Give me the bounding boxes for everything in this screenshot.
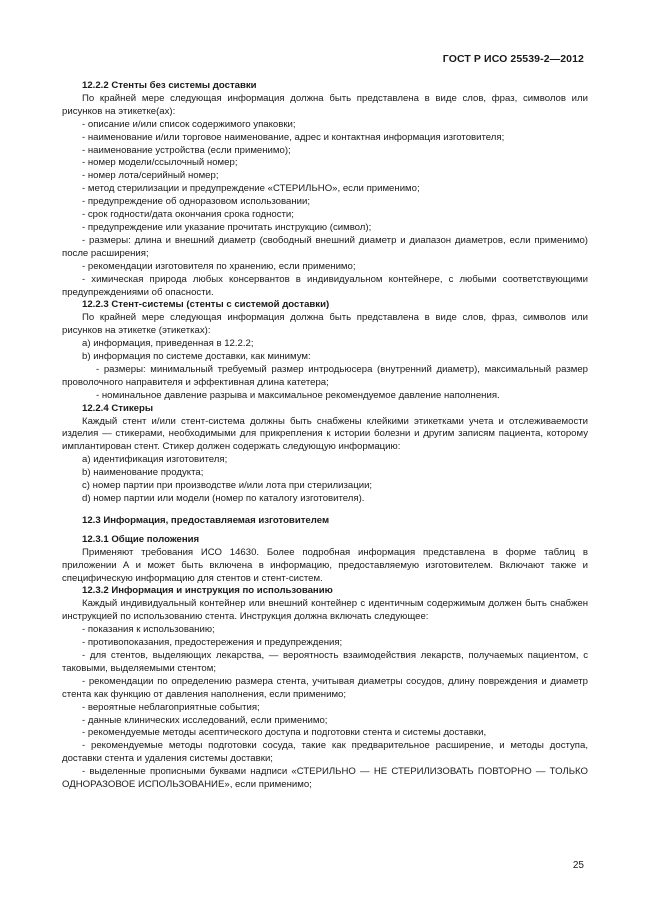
list-item: - наименование и/или торговое наименование, адрес и контактная информация изготовителя; [82, 131, 505, 143]
list-item: - рекомендуемые методы асептического доступа и подготовки стента и системы доставки, [82, 727, 487, 739]
section-heading: 12.2.3 Стент-системы (стенты с системой доставки) [82, 299, 330, 311]
section-heading: 12.2.2 Стенты без системы доставки [82, 80, 257, 91]
list-item: - для стентов, выделяющих лекарства, — вероятность взаимодействия лекарств, получаемых пациентом, с таковыми, выделяемыми стентом; [62, 649, 588, 674]
list-item: d) номер партии или модели (номер по каталогу изготовителя). [82, 493, 365, 504]
document-body [62, 80, 588, 792]
list-item: - противопоказания, предостережения и предупреждения; [82, 637, 343, 649]
list-item: - вероятные неблагоприятные события; [82, 701, 260, 713]
list-item: - номер лота/серийный номер; [82, 170, 219, 182]
list-item: - показания к использованию; [82, 624, 215, 636]
paragraph: По крайней мере следующая информация должна быть представлена в виде слов, фраз, символов или рисунков на этикетке(ах): [62, 92, 588, 117]
section-heading: 12.3.2 Информация и инструкция по использованию [82, 585, 333, 597]
section-heading: 12.3 Информация, предоставляемая изготовителем [82, 514, 330, 526]
list-item: b) наименование продукта; [82, 467, 204, 479]
standard-header: ГОСТ Р ИСО 25539-2—2012 [442, 53, 584, 65]
list-item: - номинальное давление разрыва и максимальное рекомендуемое давление наполнения. [96, 389, 500, 401]
list-item: c) номер партии при производстве и/или лота при стерилизации; [82, 480, 373, 492]
paragraph: Каждый индивидуальный контейнер или внешний контейнер с идентичным содержимым должен быть снабжен инструкцией по использованию стента. Инструкция должна включать следующее: [62, 598, 588, 623]
list-item: a) информация, приведенная в 12.2.2; [82, 338, 254, 350]
list-item: a) идентификация изготовителя; [82, 454, 228, 466]
list-item: - наименование устройства (если применимо); [82, 144, 291, 156]
paragraph: По крайней мере следующая информация должна быть представлена в виде слов, фраз, символов или рисунков на этикетке (этикетках): [62, 312, 588, 337]
paragraph: Каждый стент и/или стент-система должны быть снабжены клейкими этикетками учета и отслеживаемости изделия — стикерами, необходимыми для прикрепления к истории болезни и другим записям пациента, которому имплантирован стент. Стикер должен содержать следующую информацию: [62, 415, 588, 453]
section-heading: 12.2.4 Стикеры [82, 402, 154, 414]
list-item: - рекомендации изготовителя по хранению, если применимо; [82, 260, 356, 272]
list-item: - размеры: минимальный требуемый размер интродьюсера (внутренний диаметр), максимальный размер проволочного направителя и эффективная длина катетера; [62, 363, 588, 388]
list-item: - размеры: длина и внешний диаметр (свободный внешний диаметр и диапазон диаметров, если применимо) после расширения; [62, 234, 588, 259]
list-item: b) информация по системе доставки, как минимум: [82, 351, 311, 363]
list-item: - номер модели/ссылочный номер; [82, 157, 238, 169]
list-item: - выделенные прописными буквами надписи «СТЕРИЛЬНО — НЕ СТЕРИЛИЗОВАТЬ ПОВТОРНО — ТОЛЬКО ОДНОРАЗОВОЕ ИСПОЛЬЗОВАНИЕ», если применимо; [62, 766, 588, 791]
page-number: 25 [572, 860, 584, 871]
list-item: - предупреждение об одноразовом использовании; [82, 196, 311, 208]
list-item: - рекомендуемые методы подготовки сосуда, такие как предварительное расширение, и методы доступа, доставки стента и удаления системы доставки; [62, 740, 588, 765]
section-heading: 12.3.1 Общие положения [82, 533, 200, 545]
list-item: - предупреждение или указание прочитать инструкцию (символ); [82, 221, 372, 233]
paragraph: Применяют требования ИСО 14630. Более подробная информация представлена в форме таблиц в приложении А и может быть включена в информацию, предоставляемую изготовителем. Включают также и специфическую информацию для стентов и стент-систем. [62, 546, 588, 584]
list-item: - данные клинических исследований, если применимо; [82, 714, 328, 726]
list-item: - срок годности/дата окончания срока годности; [82, 209, 294, 221]
list-item: - описание и/или список содержимого упаковки; [82, 118, 296, 130]
list-item: - метод стерилизации и предупреждение «СТЕРИЛЬНО», если применимо; [82, 183, 420, 195]
list-item: - рекомендации по определению размера стента, учитывая диаметры сосудов, длину повреждения и диаметр стента как функцию от давления наполнения, если применимо; [62, 675, 588, 700]
list-item: - химическая природа любых консервантов в индивидуальном контейнере, с любыми соответствующими предупреждениями об опасности. [62, 273, 588, 298]
